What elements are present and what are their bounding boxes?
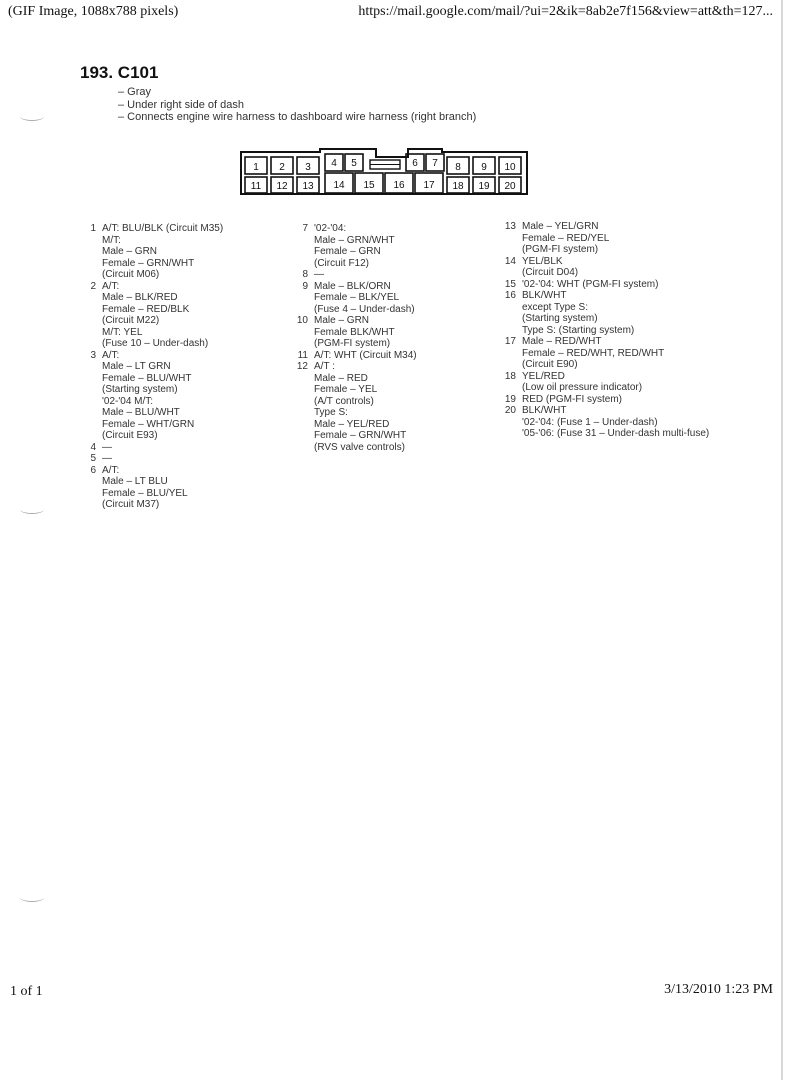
note-connection: – Connects engine wire harness to dashboard wire harness (right branch) — [118, 111, 477, 123]
pin-description — [314, 281, 415, 316]
pinout-column-2 — [284, 223, 417, 453]
pin-description-line: Female BLK/WHT — [314, 326, 395, 338]
pin-description-line: Female – BLK/YEL — [314, 292, 400, 303]
pin-description-line: Male – BLK/RED — [102, 292, 178, 303]
pin-label: 3 — [305, 162, 311, 173]
pin-number: 12 — [296, 361, 308, 372]
pin-description-line: Female – GRN/WHT — [314, 430, 407, 441]
pin-description-line: '05-'06: (Fuse 31 – Under-dash multi-fuse) — [522, 428, 710, 439]
scan-edge — [781, 0, 783, 1080]
pin-label: 5 — [351, 158, 357, 169]
pin-label: 16 — [393, 180, 405, 191]
pinout-entry — [284, 281, 417, 316]
punch-hole-mark — [20, 112, 44, 121]
pin-description-line: (Circuit E93) — [102, 430, 158, 441]
pin-description-line: Female – RED/BLK — [102, 303, 190, 315]
pin-number: 7 — [302, 223, 308, 234]
pin-description — [314, 223, 395, 269]
pin-description-line: A/T : — [314, 361, 335, 372]
pin-description-line: (PGM-FI system) — [314, 338, 391, 349]
pin-description-line: Male – YEL/RED — [314, 418, 390, 430]
pin-description-line: — — [102, 453, 112, 464]
pinout-entry — [284, 315, 417, 350]
pin-description-line: Male – GRN — [314, 315, 370, 326]
pinout-entry — [494, 221, 709, 256]
print-date: 3/13/2010 1:23 PM — [664, 982, 773, 997]
pin-label: 4 — [331, 158, 337, 169]
pin-description-line: Type S: (Starting system) — [522, 324, 635, 336]
pin-description — [102, 453, 112, 465]
pin-description-line: (Circuit M37) — [102, 499, 160, 510]
pin-description — [314, 350, 417, 362]
pin-number: 17 — [504, 336, 516, 347]
pin-description-line: BLK/WHT — [522, 405, 567, 416]
connector-diagram — [240, 148, 530, 198]
pin-label: 14 — [333, 180, 345, 191]
pin-description-line: Male – BLU/WHT — [102, 407, 180, 418]
pin-description-line: YEL/RED — [522, 370, 565, 382]
pin-description-line: (Circuit D04) — [522, 267, 579, 278]
pin-description — [102, 223, 223, 281]
pin-description-line: M/T: — [102, 234, 121, 246]
pin-description-line: (Circuit M22) — [102, 315, 160, 326]
pinout-entry — [494, 405, 709, 440]
pin-label: 20 — [504, 181, 516, 192]
pin-description-line: — — [102, 441, 112, 453]
pin-description-line: '02-'04 M/T: — [102, 395, 154, 407]
pin-label: 2 — [279, 162, 285, 173]
pin-number: 19 — [504, 393, 516, 405]
pin-label: 1 — [253, 162, 259, 173]
pin-description-line: Female – WHT/GRN — [102, 418, 195, 430]
pin-description-line: Female – GRN/WHT — [102, 257, 195, 269]
pin-number: 6 — [90, 464, 96, 476]
pin-description-line: Female – GRN — [314, 246, 381, 257]
pin-description-line: Male – YEL/GRN — [522, 221, 599, 232]
pinout-entry — [494, 279, 709, 291]
pin-description-line: A/T: — [102, 464, 120, 476]
connector-notes — [118, 86, 476, 124]
pin-description-line: '02-'04: WHT (PGM-FI system) — [522, 278, 659, 290]
pinout-entry — [284, 350, 417, 362]
pin-description-line: (RVS valve controls) — [314, 441, 405, 453]
pin-description-line: BLK/WHT — [522, 290, 567, 301]
pin-description-line: (Circuit M06) — [102, 269, 160, 280]
pin-description-line: Female – BLU/YEL — [102, 487, 188, 499]
pin-label: 10 — [504, 162, 516, 173]
pin-description — [522, 279, 658, 291]
punch-hole-mark — [20, 893, 44, 902]
pinout-entry — [76, 453, 223, 465]
pin-description — [102, 442, 112, 454]
pin-label: 6 — [412, 158, 418, 169]
pin-description-line: Male – LT GRN — [102, 361, 171, 372]
pin-description-line: '02-'04: — [314, 223, 347, 234]
pin-description — [522, 221, 609, 256]
pin-description-line: Female – RED/YEL — [522, 232, 610, 244]
pinout-entry — [494, 290, 709, 336]
pin-label: 19 — [478, 181, 490, 192]
pin-number: 15 — [504, 278, 516, 290]
pin-description-line: except Type S: — [522, 301, 588, 313]
pinout-entry — [494, 394, 709, 406]
pinout-entry — [76, 442, 223, 454]
pin-label: 7 — [432, 158, 438, 169]
pin-label: 13 — [302, 181, 314, 192]
pin-description-line: A/T: WHT (Circuit M34) — [314, 349, 417, 361]
pin-number: 13 — [504, 221, 516, 232]
pin-number: 8 — [302, 269, 308, 280]
pin-number: 3 — [90, 349, 96, 361]
pin-description-line: Male – RED/WHT — [522, 336, 602, 347]
pinout-entry — [284, 269, 417, 281]
pin-description-line: '02-'04: (Fuse 1 – Under-dash) — [522, 416, 658, 428]
pin-description — [102, 350, 194, 442]
pin-description-line: Female – BLU/WHT — [102, 372, 192, 384]
page-heading: 193. C101 — [80, 63, 159, 82]
pinout-entry — [494, 371, 709, 394]
pin-description-line: A/T: — [102, 349, 120, 361]
pin-description-line: (Starting system) — [522, 313, 598, 324]
pin-label: 9 — [481, 162, 487, 173]
pin-description-line: (Circuit F12) — [314, 257, 370, 269]
note-location: – Under right side of dash — [118, 98, 244, 111]
pinout-column-3 — [494, 221, 709, 440]
pin-description — [522, 290, 634, 336]
pin-description — [522, 394, 622, 406]
pin-description-line: Type S: — [314, 407, 348, 418]
pin-description — [522, 336, 664, 371]
pin-description-line: (Starting system) — [102, 384, 178, 395]
pin-description-line: Male – GRN — [102, 246, 158, 257]
pinout-entry — [76, 350, 223, 442]
pin-description — [314, 269, 324, 281]
pin-number: 5 — [90, 453, 96, 464]
pinout-entry — [284, 361, 417, 453]
pin-number: 9 — [302, 280, 308, 292]
pin-label: 17 — [423, 180, 435, 191]
pin-description — [314, 361, 406, 453]
pin-number: 20 — [504, 405, 516, 416]
pin-description-line: Male – GRN/WHT — [314, 234, 395, 246]
pin-description-line: (Fuse 4 – Under-dash) — [314, 303, 415, 315]
pin-label: 11 — [250, 181, 262, 192]
pin-description-line: Male – BLK/ORN — [314, 280, 391, 292]
pin-number: 16 — [504, 290, 516, 301]
pin-label: 12 — [276, 181, 288, 192]
pin-label: 18 — [452, 181, 464, 192]
pin-label: 15 — [363, 180, 375, 191]
pinout-entry — [76, 465, 223, 511]
pinout-column-1 — [76, 223, 223, 511]
pin-description-line: (Fuse 10 – Under-dash) — [102, 338, 209, 349]
punch-hole-mark — [20, 505, 44, 514]
pin-number: 11 — [297, 349, 308, 361]
pin-description-line: Male – RED — [314, 372, 368, 384]
pin-description-line: Male – LT BLU — [102, 476, 168, 487]
pinout-entry — [494, 256, 709, 279]
pin-description-line: Female – RED/WHT, RED/WHT — [522, 347, 665, 359]
pin-description — [102, 281, 208, 350]
pin-number: 18 — [504, 370, 516, 382]
pin-description — [102, 465, 188, 511]
browser-print-url: https://mail.google.com/mail/?ui=2&ik=8ab2e7f156&view=att&th=127... — [358, 4, 773, 19]
pin-description — [522, 371, 642, 394]
pin-description-line: (A/T controls) — [314, 395, 374, 407]
browser-print-title: (GIF Image, 1088x788 pixels) — [8, 4, 179, 19]
pin-description — [314, 315, 395, 350]
pin-label: 8 — [455, 162, 461, 173]
pinout-entry — [76, 281, 223, 350]
pin-description — [522, 405, 709, 440]
pin-description-line: A/T: — [102, 280, 120, 292]
page-count: 1 of 1 — [10, 984, 43, 999]
pin-description-line: — — [314, 269, 324, 280]
pin-description-line: YEL/BLK — [522, 255, 563, 267]
pin-description-line: (Circuit E90) — [522, 359, 578, 370]
pinout-entry — [284, 223, 417, 269]
pin-number: 2 — [90, 280, 96, 292]
pinout-entry — [76, 223, 223, 281]
pin-description-line: M/T: YEL — [102, 326, 143, 338]
pin-description — [522, 256, 578, 279]
pin-number: 1 — [90, 223, 96, 234]
pin-number: 4 — [90, 441, 96, 453]
pin-number: 10 — [296, 315, 308, 326]
note-color: – Gray — [118, 86, 152, 98]
pin-description-line: A/T: BLU/BLK (Circuit M35) — [102, 223, 224, 234]
pin-description-line: RED (PGM-FI system) — [522, 393, 622, 405]
pin-number: 14 — [504, 255, 516, 267]
pin-description-line: Female – YEL — [314, 384, 378, 395]
pin-description-line: (Low oil pressure indicator) — [522, 382, 643, 393]
pinout-entry — [494, 336, 709, 371]
pin-description-line: (PGM-FI system) — [522, 244, 599, 255]
